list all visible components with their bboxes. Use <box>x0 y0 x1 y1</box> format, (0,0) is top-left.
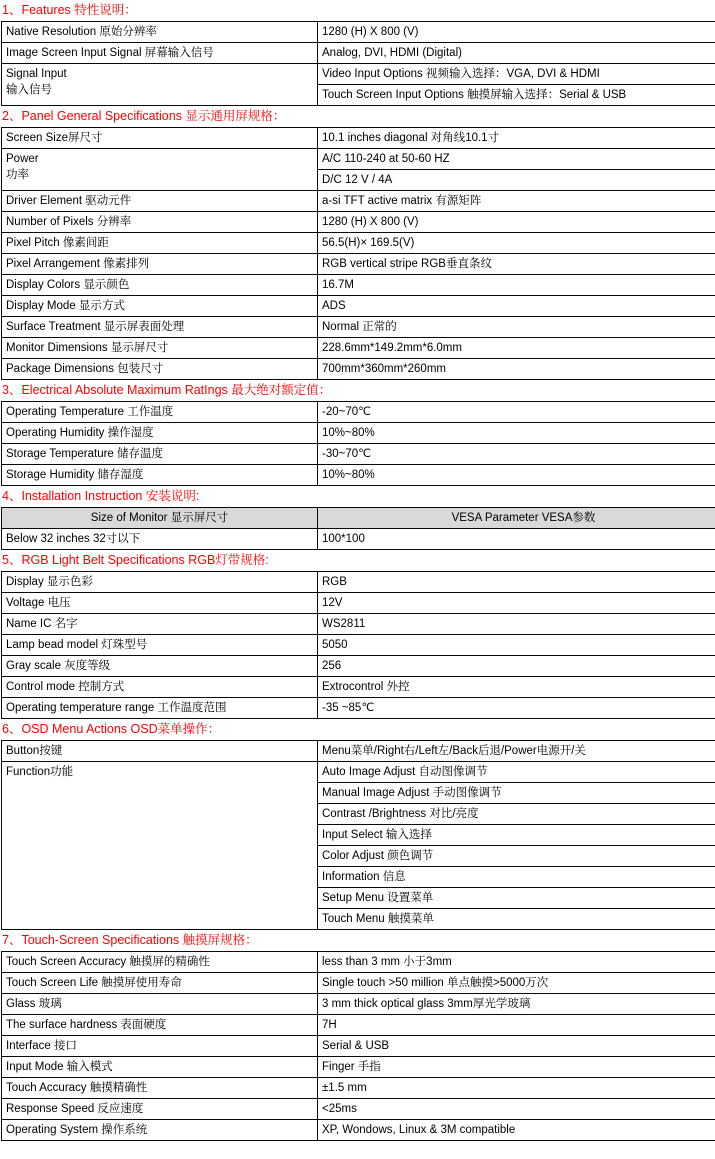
spec-value: 12V <box>318 593 715 614</box>
osd-function-item: Contrast /Brightness 对比/亮度 <box>318 804 715 825</box>
table-row <box>2 64 715 85</box>
table-row <box>2 1078 715 1099</box>
spec-label-power <box>2 149 318 191</box>
column-header-size-of-monitor: Size of Monitor 显示屏尺寸 <box>2 508 318 529</box>
spec-value: <25ms <box>318 1099 715 1120</box>
panel-general-table <box>1 127 715 380</box>
rgb-light-belt-table <box>1 571 715 719</box>
table-row <box>2 1057 715 1078</box>
spec-label: Native Resolution 原始分辨率 <box>2 22 318 43</box>
spec-label: Screen Size屏尺寸 <box>2 128 318 149</box>
spec-value: 228.6mm*149.2mm*6.0mm <box>318 338 715 359</box>
spec-value: 7H <box>318 1015 715 1036</box>
spec-label: Operating Humidity 操作湿度 <box>2 423 318 444</box>
spec-value: 100*100 <box>318 529 715 550</box>
spec-label-line-en: Power <box>6 153 39 165</box>
spec-label-signal-input <box>2 64 318 106</box>
spec-label: Monitor Dimensions 显示屏尺寸 <box>2 338 318 359</box>
electrical-ratings-table <box>1 401 715 486</box>
section-heading-osd-menu: 6、OSD Menu Actions OSD菜单操作： <box>2 722 221 736</box>
table-row <box>2 233 715 254</box>
table-row <box>2 22 715 43</box>
spec-value: Touch Screen Input Options 触摸屏输入选择：Serial & USB <box>318 85 715 106</box>
section-heading-touch-screen: 7、Touch-Screen Specifications 触摸屏规格： <box>2 933 258 947</box>
spec-label: Surface Treatment 显示屏表面处理 <box>2 317 318 338</box>
spec-value: 56.5(H)× 169.5(V) <box>318 233 715 254</box>
spec-label: Driver Element 驱动元件 <box>2 191 318 212</box>
table-row <box>2 338 715 359</box>
table-row <box>2 444 715 465</box>
spec-label-function: Function功能 <box>2 762 318 930</box>
spec-label: Display Mode 显示方式 <box>2 296 318 317</box>
spec-label: Interface 接口 <box>2 1036 318 1057</box>
table-row <box>2 275 715 296</box>
table-row <box>2 741 715 762</box>
table-row <box>2 529 715 550</box>
spec-label-line-zh: 功率 <box>6 169 29 181</box>
table-row <box>2 698 715 719</box>
table-row <box>2 1015 715 1036</box>
spec-label-line-en: Signal Input <box>6 68 67 80</box>
table-row <box>2 572 715 593</box>
table-row <box>2 1036 715 1057</box>
osd-function-item: Manual Image Adjust 手动图像调节 <box>318 783 715 804</box>
osd-function-item: Color Adjust 颜色调节 <box>318 846 715 867</box>
spec-label: Lamp bead model 灯珠型号 <box>2 635 318 656</box>
spec-label: Display 显示色彩 <box>2 572 318 593</box>
spec-label: Input Mode 输入模式 <box>2 1057 318 1078</box>
table-row <box>2 973 715 994</box>
table-row <box>2 402 715 423</box>
spec-value: A/C 110-240 at 50-60 HZ <box>318 149 715 170</box>
osd-function-item: Auto Image Adjust 自动图像调节 <box>318 762 715 783</box>
spec-label: Package Dimensions 包装尺寸 <box>2 359 318 380</box>
spec-label-line-zh: 输入信号 <box>6 84 52 96</box>
table-row <box>2 952 715 973</box>
table-row <box>2 191 715 212</box>
touch-screen-table <box>1 951 715 1141</box>
osd-function-item: Information 信息 <box>318 867 715 888</box>
table-row <box>2 296 715 317</box>
table-row <box>2 212 715 233</box>
table-row <box>2 635 715 656</box>
spec-label: Storage Humidity 储存湿度 <box>2 465 318 486</box>
spec-value: 1280 (H) X 800 (V) <box>318 22 715 43</box>
section-heading-rgb-light-belt: 5、RGB Light Belt Specifications RGB灯带规格: <box>2 553 269 567</box>
spec-value: WS2811 <box>318 614 715 635</box>
spec-value: XP, Wondows, Linux & 3M compatible <box>318 1120 715 1141</box>
spec-value: RGB vertical stripe RGB垂直条纹 <box>318 254 715 275</box>
spec-label: Storage Temperature 储存温度 <box>2 444 318 465</box>
spec-label: Below 32 inches 32寸以下 <box>2 529 318 550</box>
section-heading-panel-general: 2、Panel General Specifications 显示通用屏规格： <box>2 109 286 123</box>
table-row <box>2 1099 715 1120</box>
table-row <box>2 677 715 698</box>
spec-value: ADS <box>318 296 715 317</box>
spec-label: Operating temperature range 工作温度范围 <box>2 698 318 719</box>
table-row <box>2 254 715 275</box>
osd-function-item: Touch Menu 触摸菜单 <box>318 909 715 930</box>
spec-value: 10.1 inches diagonal 对角线10.1寸 <box>318 128 715 149</box>
spec-label: Gray scale 灰度等级 <box>2 656 318 677</box>
table-row <box>2 593 715 614</box>
spec-label: Name IC 名字 <box>2 614 318 635</box>
spec-value: 700mm*360mm*260mm <box>318 359 715 380</box>
column-header-vesa-parameter: VESA Parameter VESA参数 <box>318 508 715 529</box>
spec-value: Single touch >50 million 单点触摸>5000万次 <box>318 973 715 994</box>
spec-value: Video Input Options 视频输入选择：VGA, DVI & HDMI <box>318 64 715 85</box>
spec-value: 256 <box>318 656 715 677</box>
spec-value: Serial & USB <box>318 1036 715 1057</box>
table-row <box>2 656 715 677</box>
spec-label: Pixel Arrangement 像素排列 <box>2 254 318 275</box>
spec-value: less than 3 mm 小于3mm <box>318 952 715 973</box>
spec-label: Control mode 控制方式 <box>2 677 318 698</box>
table-row <box>2 762 715 783</box>
table-row <box>2 1120 715 1141</box>
spec-value: 5050 <box>318 635 715 656</box>
spec-label: Image Screen Input Signal 屏幕输入信号 <box>2 43 318 64</box>
spec-label: Button按键 <box>2 741 318 762</box>
spec-value: Finger 手指 <box>318 1057 715 1078</box>
features-table <box>1 21 715 106</box>
spec-value: Normal 正常的 <box>318 317 715 338</box>
section-heading-features: 1、Features 特性说明： <box>2 3 137 17</box>
spec-label: Pixel Pitch 像素间距 <box>2 233 318 254</box>
spec-label: Voltage 电压 <box>2 593 318 614</box>
spec-label: Response Speed 反应速度 <box>2 1099 318 1120</box>
spec-value: D/C 12 V / 4A <box>318 170 715 191</box>
osd-function-item: Input Select 输入选择 <box>318 825 715 846</box>
spec-label: Operating Temperature 工作温度 <box>2 402 318 423</box>
spec-value: 1280 (H) X 800 (V) <box>318 212 715 233</box>
table-row <box>2 149 715 170</box>
spec-value: RGB <box>318 572 715 593</box>
table-row <box>2 128 715 149</box>
spec-value: Menu菜单/Right右/Left左/Back后退/Power电源开/关 <box>318 741 715 762</box>
spec-value: 16.7M <box>318 275 715 296</box>
spec-value: a-si TFT active matrix 有源矩阵 <box>318 191 715 212</box>
section-heading-electrical-ratings: 3、Electrical Absolute Maximum RatIngs 最大绝对额定值： <box>2 383 332 397</box>
spec-label: Touch Screen Life 触摸屏使用寿命 <box>2 973 318 994</box>
spec-value: Analog, DVI, HDMI (Digital) <box>318 43 715 64</box>
osd-function-item: Setup Menu 设置菜单 <box>318 888 715 909</box>
spec-label: Display Colors 显示颜色 <box>2 275 318 296</box>
spec-value: Extrocontrol 外控 <box>318 677 715 698</box>
spec-label: Touch Accuracy 触摸精确性 <box>2 1078 318 1099</box>
spec-value: -20~70℃ <box>318 402 715 423</box>
spec-label: The surface hardness 表面硬度 <box>2 1015 318 1036</box>
table-row <box>2 43 715 64</box>
spec-label: Glass 玻璃 <box>2 994 318 1015</box>
spec-value: 10%~80% <box>318 423 715 444</box>
spec-value: -35 ~85℃ <box>318 698 715 719</box>
spec-label: Touch Screen Accuracy 触摸屏的精确性 <box>2 952 318 973</box>
spec-value: -30~70℃ <box>318 444 715 465</box>
spec-label: Number of Pixels 分辨率 <box>2 212 318 233</box>
table-row <box>2 465 715 486</box>
table-row <box>2 614 715 635</box>
table-row <box>2 317 715 338</box>
table-row <box>2 423 715 444</box>
spec-label: Operating System 操作系统 <box>2 1120 318 1141</box>
table-row <box>2 994 715 1015</box>
installation-table <box>1 507 715 550</box>
table-header-row <box>2 508 715 529</box>
spec-value: ±1.5 mm <box>318 1078 715 1099</box>
table-row <box>2 359 715 380</box>
spec-value: 3 mm thick optical glass 3mm厚光学玻璃 <box>318 994 715 1015</box>
spec-value: 10%~80% <box>318 465 715 486</box>
section-heading-installation: 4、Installation Instruction 安装说明: <box>2 489 200 503</box>
osd-menu-table <box>1 740 715 930</box>
